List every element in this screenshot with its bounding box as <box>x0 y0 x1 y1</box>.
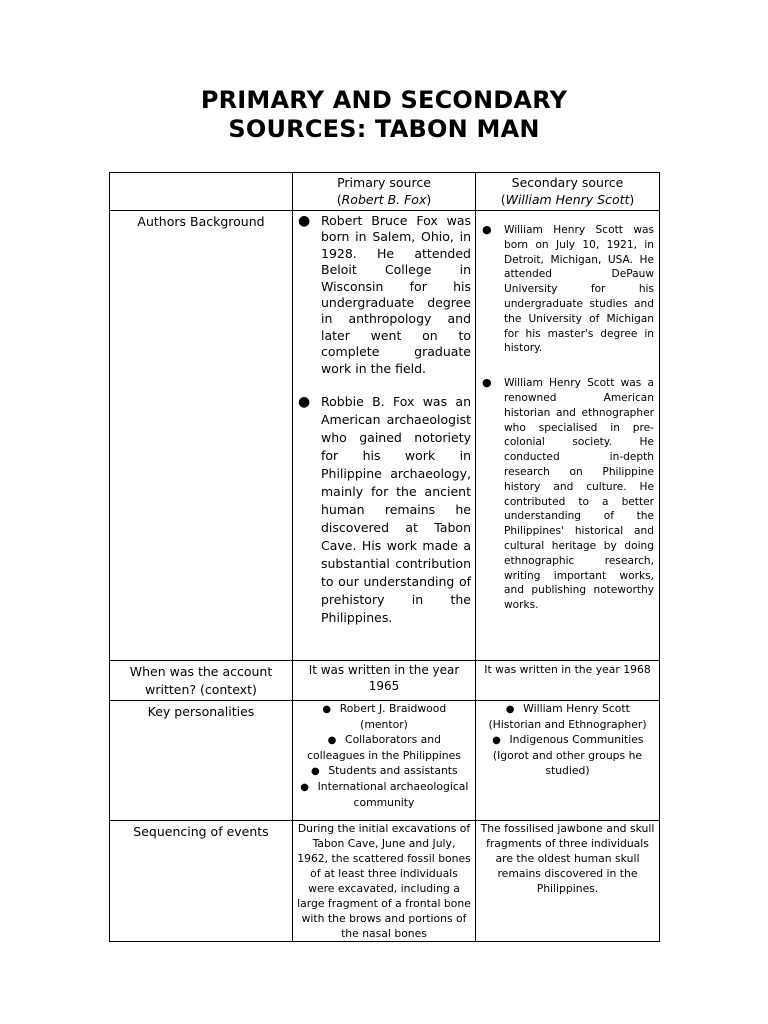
list-item <box>297 701 471 732</box>
list-item-text: Indigenous Communities (Igorot and other groups he studied) <box>492 733 644 777</box>
bullet-icon: ● <box>300 782 309 793</box>
header-primary-cell <box>293 173 476 211</box>
personalities-secondary-list <box>480 701 655 778</box>
bullet-icon: ● <box>310 766 320 777</box>
list-item <box>297 732 471 763</box>
list-item-text: Robert J. Braidwood (mentor) <box>339 702 447 731</box>
paren-close: ) <box>629 192 635 207</box>
list-item <box>480 701 655 732</box>
header-row <box>110 173 660 211</box>
secondary-source-author-line <box>481 191 654 208</box>
bullet-icon: ● <box>322 704 332 715</box>
written-secondary: It was written in the year 1968 <box>476 661 660 701</box>
bullet-icon: ● <box>482 376 492 390</box>
list-item <box>297 763 471 779</box>
list-item-text: Students and assistants <box>328 764 458 777</box>
written-row <box>110 661 660 701</box>
header-secondary-cell <box>476 173 660 211</box>
bullet-icon: ● <box>492 735 501 746</box>
paren-open: ( <box>336 192 342 207</box>
bullet-item <box>476 376 654 613</box>
paren-close: ) <box>426 192 432 207</box>
authors-background-row <box>110 211 660 661</box>
personalities-primary-cell <box>293 701 476 821</box>
sequencing-secondary: The fossilised jawbone and skull fragments of three individuals are the oldest human skull remains discovered in the Philippines. <box>476 821 660 942</box>
bullet-item <box>476 223 654 356</box>
bullet-text: William Henry Scott was born on July 10, 1921, in Detroit, Michigan, USA. He attended DePauw University for his undergraduate studies and the University of Michigan for his master's degree in history. <box>504 224 654 355</box>
bullet-icon: ● <box>298 394 311 411</box>
sequencing-label: Sequencing of events <box>110 821 293 942</box>
bullet-icon: ● <box>482 223 492 236</box>
bullet-icon: ● <box>327 735 337 746</box>
list-item-text: International archaeological community <box>317 780 469 809</box>
primary-source-author: Robert B. Fox <box>341 192 427 207</box>
authors-primary-cell <box>293 211 476 661</box>
list-item-text: Collaborators and colleagues in the Philippines <box>307 733 461 762</box>
primary-source-author-line <box>298 191 470 208</box>
personalities-secondary-cell <box>476 701 660 821</box>
sources-table <box>109 172 660 942</box>
authors-secondary-cell <box>476 211 660 661</box>
bullet-item <box>293 393 471 627</box>
bullet-text: William Henry Scott was a renowned American historian and ethnographer who specialised in pre-colonial society. He conducted in-depth research on Philippine history and culture. He contributed to a better understanding of the Philippines' historical and cultural heritage by doing ethnographic research, writing important works, and publishing noteworthy works. <box>504 377 654 612</box>
primary-source-label: Primary source <box>337 175 431 190</box>
bullet-text: Robert Bruce Fox was born in Salem, Ohio, in 1928. He attended Beloit College in Wisconsin for his undergraduate degree in anthropology and later went on to complete graduate work in the field. <box>321 213 471 376</box>
bullet-text: Robbie B. Fox was an American archaeologist who gained notoriety for his work in Philippine archaeology, mainly for the ancient human remains he discovered at Tabon Cave. His work made a substantial contribution to our understanding of prehistory in the Philippines. <box>321 394 471 626</box>
sequencing-row <box>110 821 660 942</box>
list-item <box>297 779 471 810</box>
list-item-text: William Henry Scott (Historian and Ethnographer) <box>488 702 647 731</box>
written-label: When was the account written? (context) <box>110 661 293 701</box>
secondary-source-author: William Henry Scott <box>505 192 630 207</box>
document-title <box>0 86 768 144</box>
authors-background-label: Authors Background <box>110 211 293 661</box>
title-line-2: SOURCES: TABON MAN <box>228 115 540 143</box>
bullet-item <box>293 213 471 377</box>
personalities-row <box>110 701 660 821</box>
list-item <box>480 732 655 778</box>
paren-open: ( <box>500 192 506 207</box>
written-primary: It was written in the year 1965 <box>293 661 476 701</box>
personalities-primary-list <box>297 701 471 810</box>
bullet-icon: ● <box>298 213 311 229</box>
bullet-icon: ● <box>505 704 515 715</box>
personalities-label: Key personalities <box>110 701 293 821</box>
header-empty-cell <box>110 173 293 211</box>
title-line-1: PRIMARY AND SECONDARY <box>200 86 568 114</box>
secondary-source-label: Secondary source <box>511 175 624 190</box>
sequencing-primary: During the initial excavations of Tabon Cave, June and July, 1962, the scattered fossil bones of at least three individuals were excavated, including a large fragment of a frontal bone with the brows and portions of the nasal bones <box>293 821 476 942</box>
